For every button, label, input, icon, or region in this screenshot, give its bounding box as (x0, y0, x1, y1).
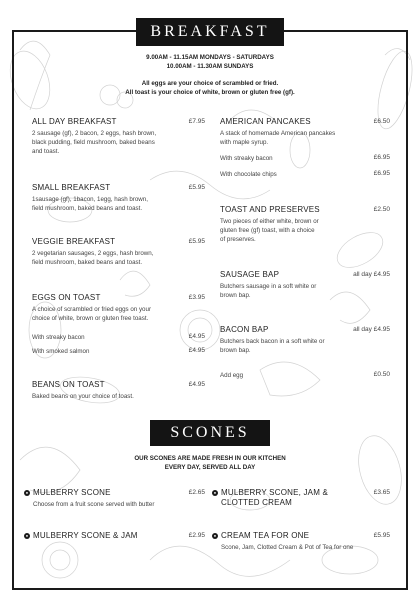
item-price: £3.65 (373, 489, 390, 496)
item-name: BACON BAP (220, 325, 269, 334)
desc-line: brown bap. (220, 292, 251, 299)
option-streaky-bacon: With streaky bacon (220, 155, 273, 162)
bullet-icon: ● (25, 533, 29, 538)
item-price: £5.95 (188, 238, 205, 245)
breakfast-hours (0, 54, 420, 71)
option-price: £6.95 (373, 170, 390, 177)
item-name: MULBERRY SCONE, JAM & (221, 488, 329, 497)
item-price: all day £4.95 (353, 271, 390, 278)
item-name: CREAM TEA FOR ONE (221, 531, 310, 540)
item-price: £6.50 (373, 118, 390, 125)
item-price: £4.95 (188, 381, 205, 388)
item-description (32, 195, 207, 213)
item-price: £5.95 (188, 184, 205, 191)
item-description (32, 249, 207, 267)
desc-line: 2 vegetarian sausages, 2 eggs, hash brown, (32, 250, 154, 257)
item-name: EGGS ON TOAST (32, 293, 101, 302)
desc-line: 1sausage (gf), 1bacon, 1egg, hash brown, (32, 196, 148, 203)
item-name: MULBERRY SCONE & JAM (33, 531, 138, 540)
option-price: £6.95 (373, 154, 390, 161)
desc-line: A stack of homemade American pancakes (220, 130, 336, 137)
add-egg-price: £0.50 (373, 371, 390, 378)
item-price: £2.65 (188, 489, 205, 496)
scones-intro (0, 455, 420, 472)
hours-weekday: 9.00AM - 11.15AM MONDAYS - SATURDAYS (146, 54, 274, 61)
item-description (32, 305, 207, 323)
eggs-note: All eggs are your choice of scrambled or fried. (141, 80, 279, 87)
desc-line: with maple syrup. (220, 139, 269, 146)
item-description (220, 337, 390, 355)
item-name: SAUSAGE BAP (220, 270, 280, 279)
item-name: VEGGIE BREAKFAST (32, 237, 116, 246)
desc-line: field mushroom, baked beans and toast. (32, 205, 143, 212)
bullet-icon: ● (213, 490, 217, 495)
item-description (220, 282, 390, 300)
add-egg-label: Add egg (220, 372, 244, 379)
desc-line: Butchers sausage in a soft white or (220, 283, 317, 290)
item-name: AMERICAN PANCAKES (220, 117, 311, 126)
scones-heading: SCONES (150, 420, 270, 446)
item-name: MULBERRY SCONE (33, 488, 111, 497)
item-name: SMALL BREAKFAST (32, 183, 111, 192)
item-description: Scone, Jam, Clotted Cream & Pot of Tea for one (221, 544, 354, 551)
desc-line: Two pieces of either white, brown or (220, 218, 319, 225)
menu-item-mulberry-scone-jam-clotted-cream (212, 488, 362, 508)
option-chocolate-chips: With chocolate chips (220, 171, 277, 178)
item-name-continued: CLOTTED CREAM (221, 498, 293, 507)
desc-line: Baked beans on your choice of toast. (32, 393, 134, 400)
option-price: £4.95 (188, 347, 205, 354)
bullet-icon: ● (213, 533, 217, 538)
item-price: £7.95 (188, 118, 205, 125)
desc-line: gluten free (gf) toast, with a choice (220, 227, 315, 234)
toast-note: All toast is your choice of white, brown or gluten free (gf). (125, 88, 295, 96)
intro-line: EVERY DAY, SERVED ALL DAY (164, 463, 256, 471)
breakfast-notes (0, 80, 420, 97)
item-name: TOAST AND PRESERVES (220, 205, 320, 214)
desc-line: 2 sausage (gf), 2 bacon, 2 eggs, hash brown, (32, 130, 157, 137)
item-description (32, 129, 207, 156)
item-description: Choose from a fruit scone served with butter (33, 501, 155, 508)
bullet-icon: ● (25, 490, 29, 495)
desc-line: Butchers back bacon in a soft white or (220, 338, 325, 345)
item-description (32, 392, 207, 401)
desc-line: field mushroom, baked beans and toast. (32, 259, 143, 266)
hours-sunday: 10.00AM - 11.30AM SUNDAYS (166, 62, 254, 70)
desc-line: choice of white, brown or gluten free toast. (32, 315, 149, 322)
intro-line: OUR SCONES ARE MADE FRESH IN OUR KITCHEN (134, 455, 286, 462)
item-name: ALL DAY BREAKFAST (32, 117, 117, 126)
item-description (220, 129, 390, 147)
item-name: BEANS ON TOAST (32, 380, 105, 389)
item-price: £5.95 (373, 532, 390, 539)
option-streaky-bacon: With streaky bacon (32, 334, 85, 341)
option-price: £4.95 (188, 333, 205, 340)
option-smoked-salmon: With smoked salmon (32, 348, 90, 355)
breakfast-heading: BREAKFAST (136, 18, 284, 46)
item-price: £2.95 (188, 532, 205, 539)
desc-line: A choice of scrambled or fried eggs on your (32, 306, 151, 313)
desc-line: brown bap. (220, 347, 251, 354)
desc-line: of preserves. (220, 236, 256, 243)
item-price: £3.95 (188, 294, 205, 301)
item-price: £2.50 (373, 206, 390, 213)
desc-line: black pudding, field mushroom, baked beans (32, 139, 155, 146)
item-description (220, 217, 390, 244)
desc-line: and toast. (32, 148, 60, 155)
item-price: all day £4.95 (353, 326, 390, 333)
